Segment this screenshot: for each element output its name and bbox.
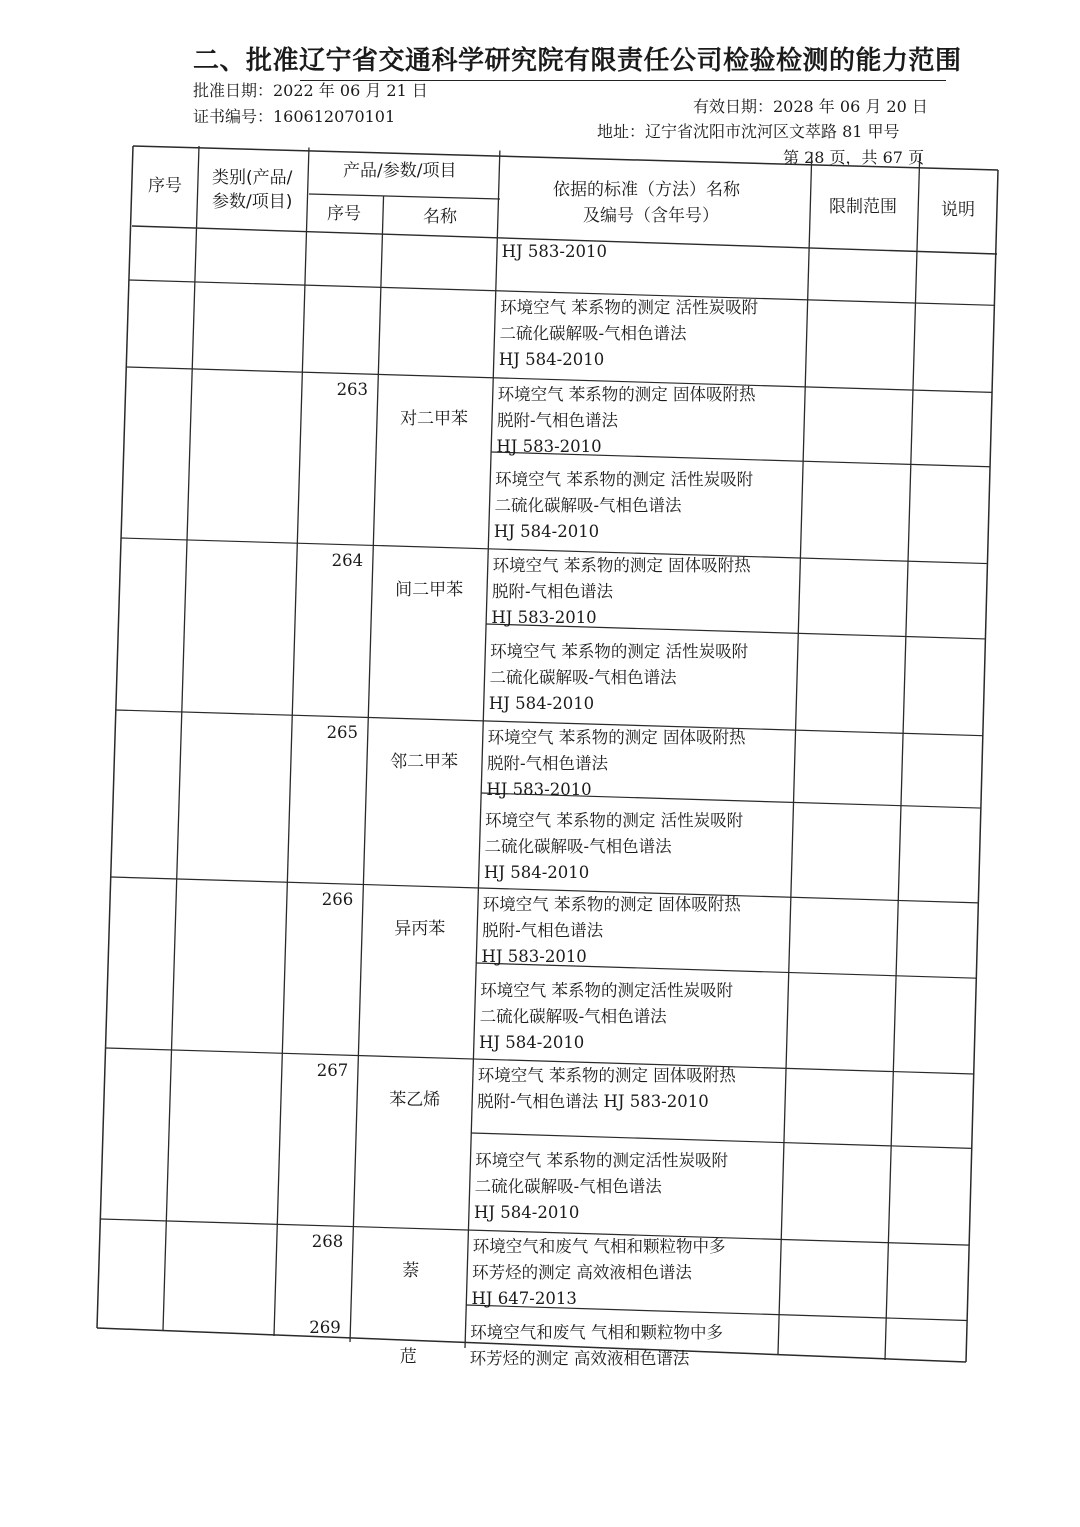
item-number: 265 <box>326 723 359 742</box>
standard-text: 二硫化碳解吸-气相色谱法 <box>494 496 682 515</box>
standard-text: 环境空气和废气 气相和颗粒物中多 <box>472 1237 726 1256</box>
standard-text: 环境空气 苯系物的测定活性炭吸附 <box>475 1151 728 1170</box>
grid-line <box>350 196 384 1342</box>
page-info: 第 28 页，共 67 页 <box>783 148 925 167</box>
standard-text: 环境空气 苯系物的测定 活性炭吸附 <box>490 642 749 661</box>
grid-line <box>97 146 133 1328</box>
standard-text: 脱附-气相色谱法 <box>496 411 619 430</box>
standard-text: HJ 584-2010 <box>488 694 595 713</box>
standard-text: 环境空气 苯系物的测定 活性炭吸附 <box>495 470 754 489</box>
standard-text: HJ 584-2010 <box>483 863 590 882</box>
grid-line <box>274 148 309 1337</box>
standard-text: HJ 583-2010 <box>486 780 592 799</box>
standard-text: 环境空气 苯系物的测定 固体吸附热 <box>477 1066 736 1085</box>
item-number: 264 <box>331 551 364 570</box>
standard-text: 脱附-气相色谱法 <box>491 582 614 601</box>
standard-text: 二硫化碳解吸-气相色谱法 <box>499 324 687 343</box>
item-name: 间二甲苯 <box>395 580 464 600</box>
standard-text: HJ 583-2010 <box>481 947 587 966</box>
standard-text: HJ 583-2010 <box>491 608 597 627</box>
standard-text: 二硫化碳解吸-气相色谱法 <box>484 837 672 856</box>
item-name: 萘 <box>402 1261 420 1281</box>
header-category-line2: 参数/项目) <box>212 192 293 212</box>
standard-text: HJ 583-2010 <box>496 437 602 456</box>
item-name: 对二甲苯 <box>400 409 469 429</box>
address: 地址：辽宁省沈阳市沈河区文萃路 81 甲号 <box>597 122 900 141</box>
standard-text: 环境空气 苯系物的测定 活性炭吸附 <box>500 298 759 317</box>
item-number: 267 <box>316 1061 349 1080</box>
standard-text: 环芳烃的测定 高效液相色谱法 <box>469 1349 690 1368</box>
item-name: 苯乙烯 <box>389 1090 441 1110</box>
header-limit: 限制范围 <box>829 197 897 217</box>
item-name: 邻二甲苯 <box>390 752 459 772</box>
item-number: 266 <box>321 890 354 909</box>
page-title: 二、批准辽宁省交通科学研究院有限责任公司检验检测的能力范围 <box>193 46 962 76</box>
standard-text: 二硫化碳解吸-气相色谱法 <box>489 668 677 687</box>
item-name: 异丙苯 <box>394 919 446 939</box>
standard-text: HJ 584-2010 <box>498 350 605 369</box>
grid-line <box>885 154 920 1361</box>
grid-line <box>471 1133 971 1148</box>
grid-line <box>778 152 812 1354</box>
header-category-line1: 类别(产品/ <box>212 168 293 188</box>
header-standard-line2: 及编号（含年号） <box>583 206 719 226</box>
grid-line <box>133 146 998 170</box>
item-number: 263 <box>336 380 369 399</box>
standard-text: 脱附-气相色谱法 HJ 583-2010 <box>477 1092 709 1111</box>
standard-text: HJ 584-2010 <box>493 522 600 541</box>
standard-text: 环境空气 苯系物的测定 活性炭吸附 <box>485 811 744 830</box>
standard-text: 环境空气 苯系物的测定 固体吸附热 <box>497 385 756 404</box>
standard-text: 环芳烃的测定 高效液相色谱法 <box>472 1263 692 1282</box>
header-sub-seq: 序号 <box>327 204 361 224</box>
standard-text: 脱附-气相色谱法 <box>486 754 609 773</box>
standard-text: 环境空气 苯系物的测定活性炭吸附 <box>480 981 733 1000</box>
item-name: 苊 <box>399 1347 417 1367</box>
valid-date: 有效日期：2028 年 06 月 20 日 <box>693 97 928 116</box>
standard-text: 脱附-气相色谱法 <box>482 921 604 940</box>
standard-text: 环境空气 苯系物的测定 固体吸附热 <box>492 556 751 575</box>
grid-line <box>966 170 998 1362</box>
standard-text: HJ 583-2010 <box>501 242 607 261</box>
grid-line <box>309 194 500 199</box>
standard-text: 环境空气和废气 气相和颗粒物中多 <box>470 1323 723 1342</box>
standard-text: HJ 647-2013 <box>471 1289 577 1308</box>
certificate-number: 证书编号：160612070101 <box>193 107 396 126</box>
header-note: 说明 <box>941 200 975 220</box>
standard-text: 二硫化碳解吸-气相色谱法 <box>479 1007 667 1026</box>
standard-text: 环境空气 苯系物的测定 固体吸附热 <box>482 895 741 914</box>
header-seq: 序号 <box>148 176 182 196</box>
item-number: 268 <box>311 1232 344 1251</box>
standard-text: HJ 584-2010 <box>479 1033 585 1052</box>
header-product-group: 产品/参数/项目 <box>343 161 457 181</box>
standard-text: HJ 584-2010 <box>474 1203 580 1222</box>
approval-date: 批准日期：2022 年 06 月 21 日 <box>193 81 428 100</box>
standard-text: 二硫化碳解吸-气相色谱法 <box>474 1177 662 1196</box>
header-name: 名称 <box>423 207 457 227</box>
header-standard-line1: 依据的标准（方法）名称 <box>553 180 740 200</box>
grid-line <box>163 146 199 1330</box>
standard-text: 环境空气 苯系物的测定 固体吸附热 <box>487 728 746 747</box>
item-number: 269 <box>309 1318 341 1337</box>
